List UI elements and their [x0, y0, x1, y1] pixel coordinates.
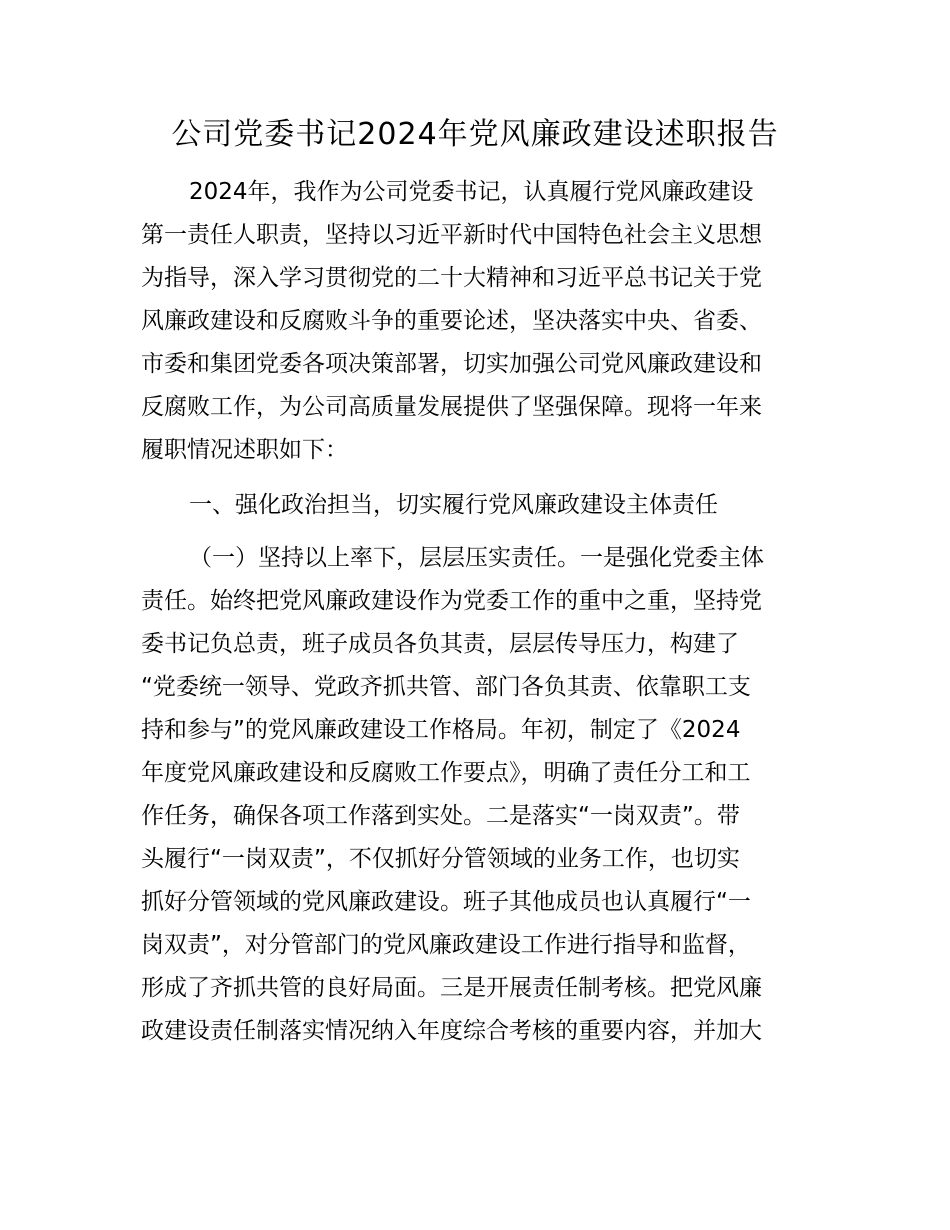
- section-heading: 一、强化政治担当，切实履行党风廉政建设主体责任: [189, 492, 718, 518]
- paragraph-line: 作任务，确保各项工作落到实处。二是落实“一岗双责”。带: [141, 803, 740, 829]
- paragraph-line: “党委统一领导、党政齐抓共管、部门各负其责、依靠职工支: [141, 674, 751, 700]
- paragraph-line: 岗双责”，对分管部门的党风廉政建设工作进行指导和监督，: [141, 932, 751, 958]
- paragraph-line: 政建设责任制落实情况纳入年度综合考核的重要内容，并加大: [141, 1018, 762, 1044]
- paragraph-line: 年度党风廉政建设和反腐败工作要点》，明确了责任分工和工: [141, 760, 751, 786]
- paragraph-line: 抓好分管领域的党风廉政建设。班子其他成员也认真履行“一: [141, 889, 751, 915]
- paragraph-line: 持和参与”的党风廉政建设工作格局。年初，制定了《2024: [141, 717, 741, 743]
- paragraph-line: 头履行“一岗双责”，不仅抓好分管领域的业务工作，也切实: [141, 846, 740, 872]
- paragraph-line: 责任。始终把党风廉政建设作为党委工作的重中之重，坚持党: [141, 588, 762, 614]
- paragraph-line: 为指导，深入学习贯彻党的二十大精神和习近平总书记关于党: [141, 265, 762, 291]
- paragraph-line: 反腐败工作，为公司高质量发展提供了坚强保障。现将一年来: [141, 394, 762, 420]
- paragraph-line: 委书记负总责，班子成员各负其责，层层传导压力，构建了: [141, 631, 739, 657]
- paragraph-line: 风廉政建设和反腐败斗争的重要论述，坚决落实中央、省委、: [141, 308, 762, 334]
- paragraph-line: 2024年，我作为公司党委书记，认真履行党风廉政建设: [189, 179, 754, 205]
- paragraph-line: 形成了齐抓共管的良好局面。三是开展责任制考核。把党风廉: [141, 975, 762, 1001]
- paragraph-line: 市委和集团党委各项决策部署，切实加强公司党风廉政建设和: [141, 351, 762, 377]
- paragraph-line: （一）坚持以上率下，层层压实责任。一是强化党委主体: [189, 545, 764, 571]
- paragraph-line: 履职情况述职如下：: [141, 437, 348, 463]
- document-title: 公司党委书记2024年党风廉政建设述职报告: [171, 117, 779, 152]
- paragraph-line: 第一责任人职责，坚持以习近平新时代中国特色社会主义思想: [141, 222, 762, 248]
